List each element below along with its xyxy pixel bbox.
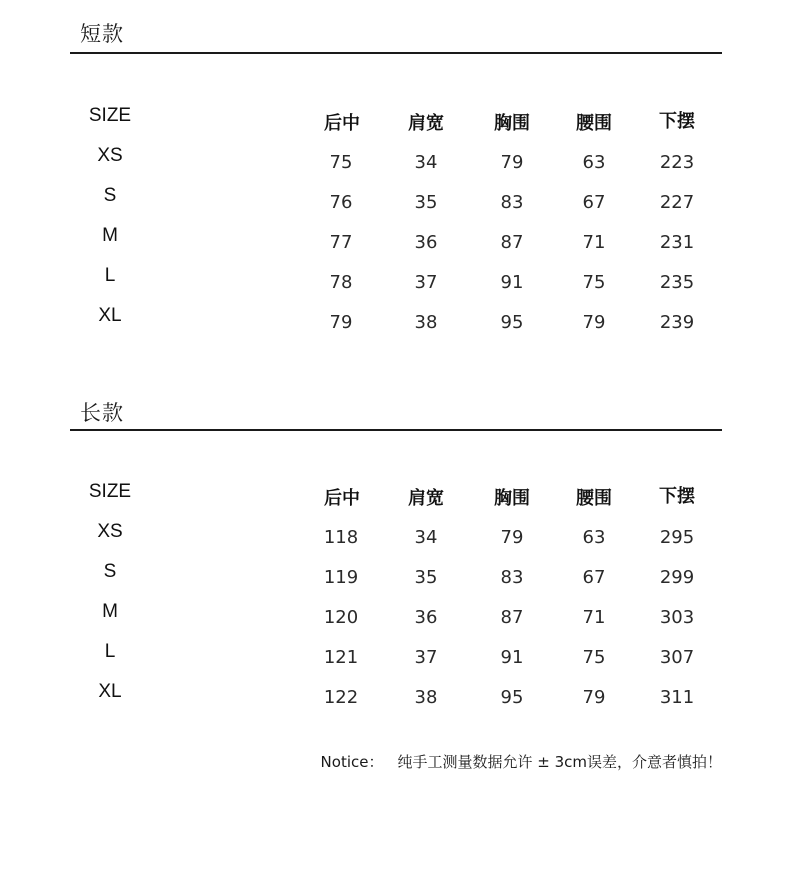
table-cell: 95	[500, 312, 524, 333]
table-cell: 38	[414, 312, 438, 333]
section-divider	[70, 52, 722, 54]
column-header: 后中	[324, 488, 360, 509]
section-title: 长款	[80, 401, 124, 425]
table-cell: 63	[582, 152, 606, 173]
table-cell: 78	[329, 272, 353, 293]
size-label: S	[103, 185, 117, 206]
section-title: 短款	[80, 22, 124, 46]
section-divider	[70, 429, 722, 431]
table-cell: 299	[659, 567, 695, 588]
table-cell: 91	[500, 647, 524, 668]
table-cell: 83	[500, 192, 524, 213]
size-label: XL	[98, 305, 122, 326]
column-header: 下摆	[659, 486, 695, 507]
table-cell: 79	[500, 527, 524, 548]
table-cell: 36	[414, 232, 438, 253]
table-cell: 79	[582, 687, 606, 708]
column-header: 肩宽	[408, 113, 444, 134]
table-cell: 34	[414, 152, 438, 173]
table-cell: 223	[659, 152, 695, 173]
table-cell: 79	[500, 152, 524, 173]
table-cell: 79	[582, 312, 606, 333]
notice	[321, 751, 722, 772]
column-header: 后中	[324, 113, 360, 134]
table-cell: 79	[329, 312, 353, 333]
table-cell: 91	[500, 272, 524, 293]
column-header: 肩宽	[408, 488, 444, 509]
size-label: M	[102, 601, 118, 622]
table-cell: 121	[323, 647, 359, 668]
table-cell: 76	[329, 192, 353, 213]
table-cell: 37	[414, 647, 438, 668]
table-cell: 118	[323, 527, 359, 548]
table-cell: 95	[500, 687, 524, 708]
size-label: L	[104, 641, 116, 662]
table-cell: 231	[659, 232, 695, 253]
column-header: 胸围	[494, 488, 530, 509]
table-cell: 75	[329, 152, 353, 173]
table-cell: 77	[329, 232, 353, 253]
size-label: XS	[97, 145, 123, 166]
table-cell: 67	[582, 192, 606, 213]
column-header: 胸围	[494, 113, 530, 134]
table-cell: 87	[500, 607, 524, 628]
size-header: SIZE	[88, 481, 132, 502]
table-cell: 75	[582, 272, 606, 293]
notice-label: Notice：	[320, 753, 384, 771]
column-header: 腰围	[576, 113, 612, 134]
table-cell: 63	[582, 527, 606, 548]
table-cell: 227	[659, 192, 695, 213]
table-cell: 239	[659, 312, 695, 333]
table-cell: 235	[659, 272, 695, 293]
size-label: M	[102, 225, 118, 246]
table-cell: 75	[582, 647, 606, 668]
table-cell: 311	[659, 687, 695, 708]
size-label: XL	[98, 681, 122, 702]
column-header: 腰围	[576, 488, 612, 509]
table-cell: 36	[414, 607, 438, 628]
table-cell: 35	[414, 567, 438, 588]
table-cell: 38	[414, 687, 438, 708]
table-cell: 71	[582, 232, 606, 253]
column-header: 下摆	[659, 111, 695, 132]
table-cell: 71	[582, 607, 606, 628]
table-cell: 37	[414, 272, 438, 293]
table-cell: 307	[659, 647, 695, 668]
table-cell: 67	[582, 567, 606, 588]
table-cell: 35	[414, 192, 438, 213]
size-label: XS	[97, 521, 123, 542]
table-cell: 120	[323, 607, 359, 628]
table-cell: 119	[323, 567, 359, 588]
size-label: S	[103, 561, 117, 582]
table-cell: 122	[323, 687, 359, 708]
size-header: SIZE	[88, 105, 132, 126]
notice-text: 纯手工测量数据允许 ± 3cm误差，介意者慎拍！	[397, 753, 722, 771]
table-cell: 83	[500, 567, 524, 588]
table-cell: 295	[659, 527, 695, 548]
table-cell: 34	[414, 527, 438, 548]
size-label: L	[104, 265, 116, 286]
table-cell: 87	[500, 232, 524, 253]
table-cell: 303	[659, 607, 695, 628]
